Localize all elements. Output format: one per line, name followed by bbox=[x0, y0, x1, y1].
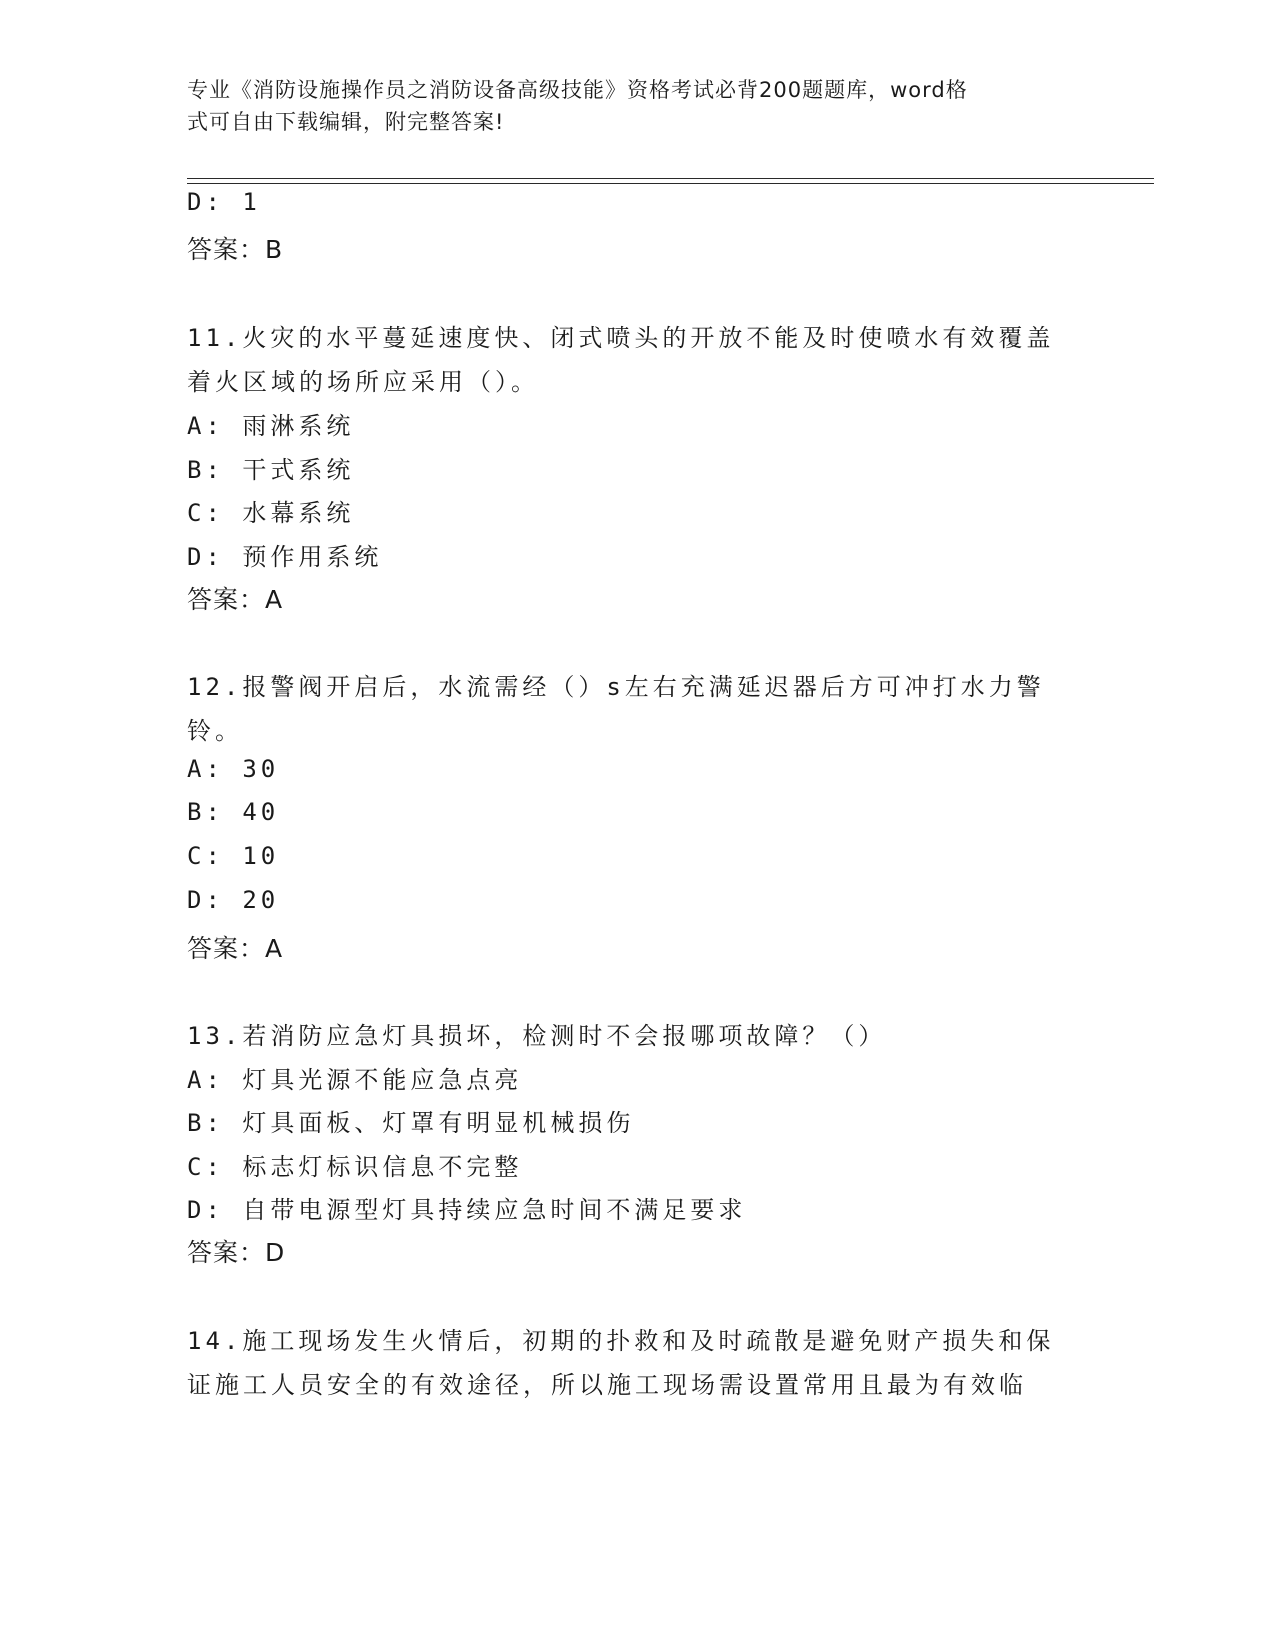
q14-stem-line-2: 证施工人员安全的有效途径，所以施工现场需设置常用且最为有效临 bbox=[187, 1371, 1027, 1399]
q13-stem-line-1: 13.若消防应急灯具损坏，检测时不会报哪项故障？（） bbox=[187, 1022, 887, 1050]
header-divider-top bbox=[187, 178, 1154, 179]
q11-option-c: C: 水幕系统 bbox=[187, 499, 355, 527]
q13-option-a: A: 灯具光源不能应急点亮 bbox=[187, 1066, 523, 1094]
q11-stem-line-1: 11.火灾的水平蔓延速度快、闭式喷头的开放不能及时使喷水有效覆盖 bbox=[187, 324, 1055, 352]
q12-option-d: D: 20 bbox=[187, 886, 280, 914]
q10-option-d: D: 1 bbox=[187, 188, 261, 216]
q13-option-c: C: 标志灯标识信息不完整 bbox=[187, 1153, 523, 1181]
q12-option-c: C: 10 bbox=[187, 842, 280, 870]
q14-stem-line-1: 14.施工现场发生火情后，初期的扑救和及时疏散是避免财产损失和保 bbox=[187, 1327, 1055, 1355]
q10-answer: 答案：B bbox=[187, 235, 284, 264]
q12-stem-line-1: 12.报警阀开启后，水流需经（）s左右充满延迟器后方可冲打水力警 bbox=[187, 673, 1045, 701]
q13-option-b: B: 灯具面板、灯罩有明显机械损伤 bbox=[187, 1109, 635, 1137]
q11-answer: 答案：A bbox=[187, 585, 284, 614]
q11-option-b: B: 干式系统 bbox=[187, 456, 355, 484]
q12-option-b: B: 40 bbox=[187, 798, 280, 826]
document-header bbox=[187, 74, 1067, 138]
header-line-1: 专业《消防设施操作员之消防设备高级技能》资格考试必背200题题库，word格 bbox=[187, 78, 968, 102]
header-line-2: 式可自由下载编辑，附完整答案! bbox=[187, 110, 505, 134]
q11-option-a: A: 雨淋系统 bbox=[187, 412, 355, 440]
q12-stem-line-2: 铃。 bbox=[187, 717, 243, 745]
q12-option-a: A: 30 bbox=[187, 755, 280, 783]
q11-option-d: D: 预作用系统 bbox=[187, 543, 383, 571]
q13-answer: 答案：D bbox=[187, 1238, 286, 1267]
q12-answer: 答案：A bbox=[187, 934, 284, 963]
q13-option-d: D: 自带电源型灯具持续应急时间不满足要求 bbox=[187, 1196, 747, 1224]
q11-stem-line-2: 着火区域的场所应采用（）。 bbox=[187, 368, 539, 396]
header-divider-bottom bbox=[187, 183, 1154, 184]
